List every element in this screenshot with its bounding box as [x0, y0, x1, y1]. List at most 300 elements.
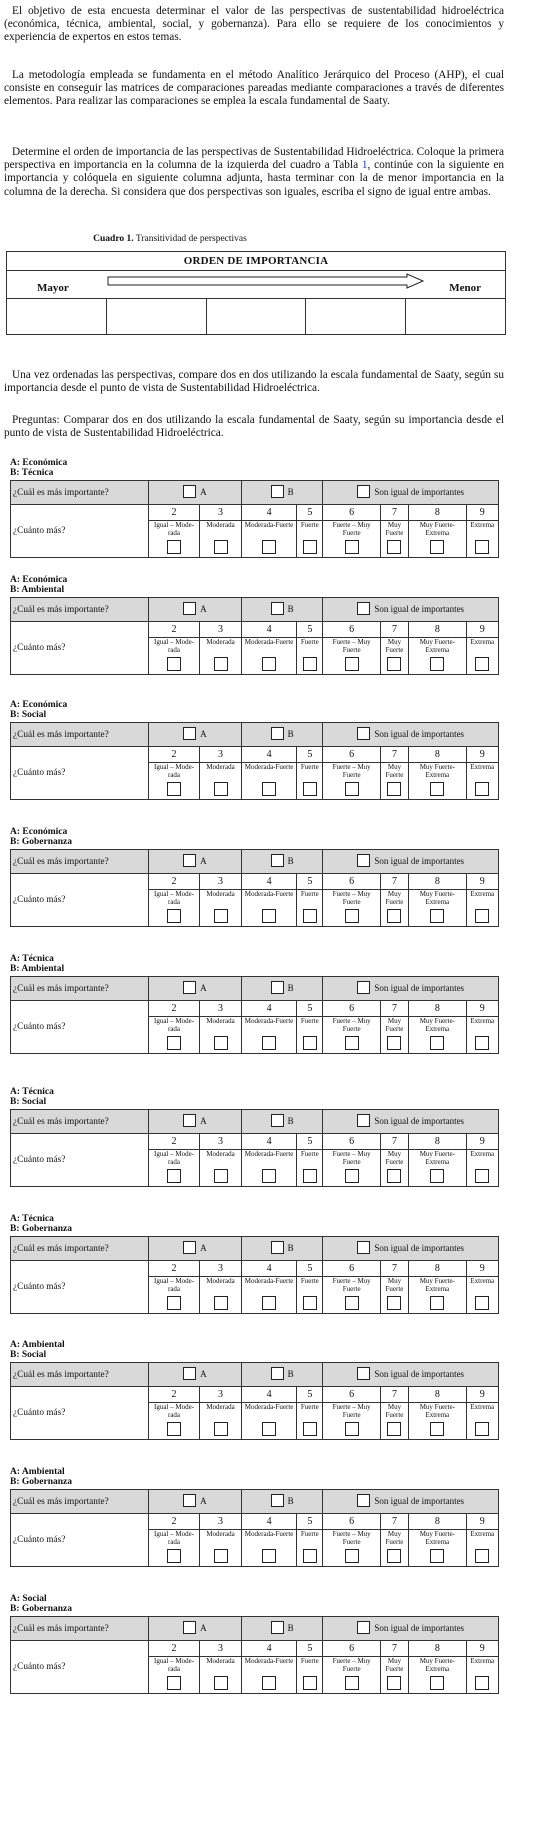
option-b[interactable] — [241, 977, 323, 1001]
scale-label: Fuerte – Muy Fuerte — [332, 521, 371, 537]
pair-a-label: A: Técnica — [10, 1087, 54, 1097]
option-equal-checkbox[interactable] — [357, 602, 370, 615]
scale-checkbox[interactable] — [430, 1549, 444, 1563]
scale-number: 3 — [200, 505, 241, 521]
scale-checkbox[interactable] — [303, 540, 317, 554]
scale-cell — [466, 1641, 498, 1694]
scale-label: Moderada — [206, 1150, 235, 1158]
scale-checkbox[interactable] — [345, 1036, 359, 1050]
scale-checkbox[interactable] — [345, 657, 359, 671]
option-a[interactable] — [148, 1363, 241, 1387]
option-a-checkbox[interactable] — [183, 602, 196, 615]
comparison-table — [10, 976, 499, 1054]
scale-number: 4 — [242, 1134, 296, 1150]
scale-cell — [466, 1514, 498, 1567]
intro-paragraph-2: La metodología empleada se fundamenta en el método Analítico Jerárquico del Proceso (AHP), el cual consiste en conseguir las matrices de comparaciones pareadas mediante comparaciones a través de diferentes elementos. Para realizar las comparaciones se emplea la escala fundamental de Saaty. — [4, 69, 504, 108]
scale-number: 9 — [467, 1641, 498, 1657]
scale-label: Muy Fuerte — [385, 638, 404, 654]
scale-cell — [409, 1387, 466, 1440]
scale-checkbox[interactable] — [345, 782, 359, 796]
scale-cell — [409, 1134, 466, 1187]
scale-label: Fuerte – Muy Fuerte — [332, 1277, 371, 1293]
option-a[interactable] — [148, 977, 241, 1001]
option-a-checkbox[interactable] — [183, 485, 196, 498]
scale-cell — [297, 874, 323, 927]
option-a[interactable] — [148, 723, 241, 747]
scale-checkbox[interactable] — [303, 1296, 317, 1310]
option-b-label: B — [287, 1115, 294, 1126]
scale-checkbox[interactable] — [214, 1422, 228, 1436]
option-equal[interactable] — [323, 850, 499, 874]
comparison-block — [10, 575, 499, 675]
scale-checkbox[interactable] — [387, 1676, 401, 1690]
scale-cell — [297, 1514, 323, 1567]
scale-checkbox[interactable] — [475, 1036, 489, 1050]
scale-cell — [241, 1261, 296, 1314]
scale-number: 7 — [381, 622, 408, 638]
which-question: ¿Cuál es más importante? — [11, 1363, 149, 1387]
order-cell-1[interactable] — [7, 298, 107, 334]
pair-b-label: B: Social — [10, 710, 47, 720]
scale-checkbox[interactable] — [262, 1169, 276, 1183]
scale-label: Extrema — [470, 1530, 495, 1538]
order-input-row — [7, 298, 505, 334]
option-b-checkbox[interactable] — [271, 727, 284, 740]
scale-number: 7 — [381, 874, 408, 890]
scale-cell — [323, 747, 380, 800]
option-b-checkbox[interactable] — [271, 1494, 284, 1507]
comparison-block — [10, 954, 499, 1054]
which-question: ¿Cuál es más importante? — [11, 481, 149, 505]
option-equal-label: Son igual de importantes — [374, 1242, 465, 1253]
option-equal-checkbox[interactable] — [357, 1367, 370, 1380]
scale-cell — [409, 622, 466, 675]
scale-label: Igual – Mode-rada — [153, 638, 195, 654]
scale-checkbox[interactable] — [430, 1676, 444, 1690]
scale-cell — [148, 747, 199, 800]
comparison-table — [10, 1616, 499, 1694]
scale-cell — [200, 1641, 242, 1694]
scale-number: 9 — [467, 1001, 498, 1017]
scale-cell — [409, 1261, 466, 1314]
scale-label: Muy Fuerte-Extrema — [419, 521, 455, 537]
scale-label: Muy Fuerte — [385, 1277, 404, 1293]
scale-checkbox[interactable] — [345, 540, 359, 554]
scale-checkbox[interactable] — [475, 782, 489, 796]
option-b[interactable] — [241, 1363, 323, 1387]
scale-checkbox[interactable] — [214, 1296, 228, 1310]
option-equal[interactable] — [323, 1363, 499, 1387]
scale-checkbox[interactable] — [345, 1169, 359, 1183]
option-a-checkbox[interactable] — [183, 981, 196, 994]
scale-checkbox[interactable] — [475, 657, 489, 671]
scale-checkbox[interactable] — [167, 657, 181, 671]
scale-label: Muy Fuerte — [385, 1017, 404, 1033]
comparison-table — [10, 1362, 499, 1440]
scale-checkbox[interactable] — [475, 540, 489, 554]
option-equal-checkbox[interactable] — [357, 1241, 370, 1254]
scale-checkbox[interactable] — [214, 1549, 228, 1563]
option-b[interactable] — [241, 1237, 323, 1261]
scale-checkbox[interactable] — [387, 540, 401, 554]
scale-cell — [148, 874, 199, 927]
scale-checkbox[interactable] — [303, 1676, 317, 1690]
scale-checkbox[interactable] — [214, 1676, 228, 1690]
scale-checkbox[interactable] — [387, 657, 401, 671]
scale-label: Fuerte — [300, 521, 319, 529]
scale-label: Fuerte – Muy Fuerte — [332, 1403, 371, 1419]
scale-checkbox[interactable] — [475, 1549, 489, 1563]
scale-number: 5 — [297, 1641, 322, 1657]
scale-checkbox[interactable] — [475, 1296, 489, 1310]
scale-checkbox[interactable] — [214, 1036, 228, 1050]
scale-number: 6 — [323, 622, 379, 638]
scale-checkbox[interactable] — [303, 657, 317, 671]
scale-number: 7 — [381, 1641, 408, 1657]
option-a[interactable] — [148, 1237, 241, 1261]
option-b-checkbox[interactable] — [271, 485, 284, 498]
pair-b-label: B: Social — [10, 1097, 47, 1107]
scale-checkbox[interactable] — [430, 909, 444, 923]
scale-number: 5 — [297, 505, 322, 521]
comparison-table — [10, 849, 499, 927]
option-a-checkbox[interactable] — [183, 1621, 196, 1634]
scale-number: 3 — [200, 747, 241, 763]
option-b[interactable] — [241, 850, 323, 874]
scale-number: 2 — [149, 1001, 199, 1017]
scale-checkbox[interactable] — [387, 1549, 401, 1563]
scale-label: Muy Fuerte-Extrema — [419, 763, 455, 779]
option-a-label: A — [200, 486, 207, 497]
option-a-checkbox[interactable] — [183, 854, 196, 867]
order-cell-5[interactable] — [406, 298, 505, 334]
scale-label: Fuerte – Muy Fuerte — [332, 890, 371, 906]
scale-checkbox[interactable] — [167, 1549, 181, 1563]
option-equal-checkbox[interactable] — [357, 981, 370, 994]
table-reference-link[interactable]: 1 — [361, 159, 368, 172]
option-a[interactable] — [148, 598, 241, 622]
option-equal-checkbox[interactable] — [357, 1621, 370, 1634]
option-b-checkbox[interactable] — [271, 1114, 284, 1127]
option-equal-checkbox[interactable] — [357, 854, 370, 867]
pair-a-label: A: Técnica — [10, 1214, 54, 1224]
option-a-checkbox[interactable] — [183, 1367, 196, 1380]
scale-number: 9 — [467, 747, 498, 763]
scale-cell — [148, 1514, 199, 1567]
scale-checkbox[interactable] — [345, 1296, 359, 1310]
scale-checkbox[interactable] — [475, 909, 489, 923]
order-cell-3[interactable] — [207, 298, 307, 334]
option-a-checkbox[interactable] — [183, 727, 196, 740]
scale-label: Muy Fuerte-Extrema — [419, 1657, 455, 1673]
scale-checkbox[interactable] — [167, 909, 181, 923]
pair-a-label: A: Social — [10, 1594, 47, 1604]
scale-number: 3 — [200, 1641, 241, 1657]
scale-checkbox[interactable] — [475, 1169, 489, 1183]
scale-number: 6 — [323, 1001, 379, 1017]
pair-b-label: B: Ambiental — [10, 585, 65, 595]
option-a[interactable] — [148, 1490, 241, 1514]
scale-checkbox[interactable] — [430, 1036, 444, 1050]
scale-number: 2 — [149, 1641, 199, 1657]
option-b-label: B — [287, 486, 294, 497]
option-a-checkbox[interactable] — [183, 1241, 196, 1254]
scale-number: 6 — [323, 1134, 379, 1150]
how-much-question: ¿Cuánto más? — [11, 622, 149, 675]
scale-checkbox[interactable] — [345, 909, 359, 923]
how-much-question: ¿Cuánto más? — [11, 1001, 149, 1054]
option-b[interactable] — [241, 481, 323, 505]
scale-checkbox[interactable] — [430, 1169, 444, 1183]
scale-number: 4 — [242, 747, 296, 763]
scale-cell — [466, 1001, 498, 1054]
option-equal-checkbox[interactable] — [357, 485, 370, 498]
caption-text: Transitividad de perspectivas — [135, 234, 247, 244]
scale-label: Fuerte – Muy Fuerte — [332, 638, 371, 654]
scale-checkbox[interactable] — [214, 1169, 228, 1183]
scale-cell — [380, 1134, 408, 1187]
scale-checkbox[interactable] — [430, 1422, 444, 1436]
scale-cell — [241, 1134, 296, 1187]
scale-number: 7 — [381, 1514, 408, 1530]
scale-number: 5 — [297, 622, 322, 638]
option-equal[interactable] — [323, 1617, 499, 1641]
scale-cell — [409, 747, 466, 800]
pair-b-label: B: Gobernanza — [10, 837, 73, 847]
scale-number: 3 — [200, 1134, 241, 1150]
scale-number: 9 — [467, 1261, 498, 1277]
scale-label: Extrema — [470, 1017, 495, 1025]
scale-number: 9 — [467, 505, 498, 521]
scale-cell — [148, 1641, 199, 1694]
scale-label: Fuerte — [300, 1657, 319, 1665]
scale-number: 5 — [297, 747, 322, 763]
scale-checkbox[interactable] — [214, 909, 228, 923]
scale-number: 2 — [149, 505, 199, 521]
scale-cell — [323, 874, 380, 927]
scale-checkbox[interactable] — [262, 540, 276, 554]
option-a[interactable] — [148, 850, 241, 874]
option-b[interactable] — [241, 1110, 323, 1134]
scale-label: Fuerte — [300, 1017, 319, 1025]
scale-checkbox[interactable] — [345, 1549, 359, 1563]
questions-instructions: Preguntas: Comparar dos en dos utilizando la escala fundamental de Saaty, según su importancia desde el punto de vista de Sustentabilidad Hidroeléctrica. — [4, 414, 504, 440]
scale-number: 3 — [200, 622, 241, 638]
option-equal[interactable] — [323, 723, 499, 747]
scale-checkbox[interactable] — [167, 1296, 181, 1310]
scale-number: 7 — [381, 1134, 408, 1150]
option-equal-checkbox[interactable] — [357, 727, 370, 740]
scale-label: Muy Fuerte-Extrema — [419, 1277, 455, 1293]
scale-checkbox[interactable] — [387, 782, 401, 796]
scale-checkbox[interactable] — [387, 1422, 401, 1436]
scale-cell — [409, 505, 466, 558]
how-much-question: ¿Cuánto más? — [11, 1514, 149, 1567]
scale-checkbox[interactable] — [475, 1676, 489, 1690]
how-much-question: ¿Cuánto más? — [11, 1261, 149, 1314]
scale-cell — [323, 1261, 380, 1314]
scale-cell — [380, 622, 408, 675]
scale-checkbox[interactable] — [262, 1676, 276, 1690]
scale-checkbox[interactable] — [167, 1169, 181, 1183]
option-equal-label: Son igual de importantes — [374, 982, 465, 993]
scale-checkbox[interactable] — [430, 1296, 444, 1310]
option-a-label: A — [200, 1368, 207, 1379]
scale-checkbox[interactable] — [262, 909, 276, 923]
option-b[interactable] — [241, 598, 323, 622]
which-question: ¿Cuál es más importante? — [11, 1237, 149, 1261]
scale-checkbox[interactable] — [167, 1036, 181, 1050]
option-equal-label: Son igual de importantes — [374, 1622, 465, 1633]
scale-checkbox[interactable] — [262, 782, 276, 796]
order-cell-2[interactable] — [107, 298, 207, 334]
scale-checkbox[interactable] — [387, 1036, 401, 1050]
scale-checkbox[interactable] — [430, 782, 444, 796]
order-of-importance-table — [6, 251, 506, 335]
scale-cell — [148, 505, 199, 558]
scale-checkbox[interactable] — [303, 1036, 317, 1050]
option-b-checkbox[interactable] — [271, 1367, 284, 1380]
scale-cell — [200, 1261, 242, 1314]
scale-checkbox[interactable] — [303, 1422, 317, 1436]
option-a-checkbox[interactable] — [183, 1494, 196, 1507]
scale-checkbox[interactable] — [387, 1296, 401, 1310]
pair-a-label: A: Económica — [10, 458, 68, 468]
option-b[interactable] — [241, 723, 323, 747]
scale-number: 6 — [323, 1261, 379, 1277]
scale-number: 2 — [149, 1387, 199, 1403]
scale-number: 9 — [467, 1514, 498, 1530]
scale-cell — [200, 1514, 242, 1567]
option-a[interactable] — [148, 1617, 241, 1641]
scale-checkbox[interactable] — [167, 1676, 181, 1690]
option-b-checkbox[interactable] — [271, 602, 284, 615]
scale-checkbox[interactable] — [262, 1549, 276, 1563]
scale-checkbox[interactable] — [167, 1422, 181, 1436]
scale-checkbox[interactable] — [387, 909, 401, 923]
scale-checkbox[interactable] — [262, 1422, 276, 1436]
option-equal-checkbox[interactable] — [357, 1114, 370, 1127]
scale-label: Moderada — [206, 638, 235, 646]
option-b-checkbox[interactable] — [271, 981, 284, 994]
option-equal[interactable] — [323, 1110, 499, 1134]
scale-label: Extrema — [470, 1403, 495, 1411]
option-b[interactable] — [241, 1617, 323, 1641]
order-cell-4[interactable] — [306, 298, 406, 334]
scale-checkbox[interactable] — [303, 782, 317, 796]
option-equal[interactable] — [323, 598, 499, 622]
scale-number: 6 — [323, 1641, 379, 1657]
option-equal[interactable] — [323, 1490, 499, 1514]
scale-label: Moderada-Fuerte — [244, 638, 294, 646]
comparison-table — [10, 597, 499, 675]
option-a-label: A — [200, 1495, 207, 1506]
scale-checkbox[interactable] — [303, 1549, 317, 1563]
comparison-block — [10, 1214, 499, 1314]
scale-label: Moderada — [206, 1403, 235, 1411]
which-question: ¿Cuál es más importante? — [11, 977, 149, 1001]
pair-a-label: A: Económica — [10, 700, 68, 710]
scale-checkbox[interactable] — [475, 1422, 489, 1436]
scale-checkbox[interactable] — [387, 1169, 401, 1183]
scale-checkbox[interactable] — [345, 1422, 359, 1436]
option-a[interactable] — [148, 481, 241, 505]
scale-cell — [466, 622, 498, 675]
scale-checkbox[interactable] — [430, 540, 444, 554]
scale-cell — [466, 1134, 498, 1187]
scale-label: Muy Fuerte — [385, 521, 404, 537]
how-much-question: ¿Cuánto más? — [11, 747, 149, 800]
scale-checkbox[interactable] — [345, 1676, 359, 1690]
option-equal[interactable] — [323, 481, 499, 505]
pair-b-label: B: Gobernanza — [10, 1224, 73, 1234]
scale-number: 6 — [323, 505, 379, 521]
option-b-checkbox[interactable] — [271, 1621, 284, 1634]
scale-label: Moderada — [206, 1657, 235, 1665]
scale-cell — [380, 1261, 408, 1314]
scale-number: 8 — [409, 1514, 465, 1530]
option-equal-checkbox[interactable] — [357, 1494, 370, 1507]
option-b[interactable] — [241, 1490, 323, 1514]
how-much-question: ¿Cuánto más? — [11, 1134, 149, 1187]
how-much-question: ¿Cuánto más? — [11, 874, 149, 927]
scale-cell — [148, 622, 199, 675]
scale-label: Moderada — [206, 890, 235, 898]
scale-label: Muy Fuerte — [385, 1657, 404, 1673]
scale-checkbox[interactable] — [262, 1296, 276, 1310]
order-label-menor: Menor — [449, 282, 481, 294]
scale-checkbox[interactable] — [167, 782, 181, 796]
scale-cell — [241, 505, 296, 558]
option-equal[interactable] — [323, 977, 499, 1001]
scale-number: 4 — [242, 505, 296, 521]
scale-checkbox[interactable] — [214, 540, 228, 554]
comparison-table — [10, 1489, 499, 1567]
scale-cell — [380, 1001, 408, 1054]
scale-cell — [380, 747, 408, 800]
intro-paragraph-3-text-a: Determine el orden de importancia de las perspectivas de Sustentabilidad Hidroeléctrica. Coloque la primera perspectiva en importancia en la columna de la izquierda del cuadro a Tabla — [4, 146, 504, 172]
scale-checkbox[interactable] — [214, 782, 228, 796]
scale-number: 4 — [242, 1387, 296, 1403]
scale-number: 4 — [242, 874, 296, 890]
option-b-checkbox[interactable] — [271, 854, 284, 867]
scale-number: 2 — [149, 874, 199, 890]
scale-label: Moderada-Fuerte — [244, 521, 294, 529]
scale-checkbox[interactable] — [303, 1169, 317, 1183]
scale-checkbox[interactable] — [214, 657, 228, 671]
scale-checkbox[interactable] — [262, 657, 276, 671]
scale-cell — [466, 874, 498, 927]
option-equal-label: Son igual de importantes — [374, 1368, 465, 1379]
pair-a-label: A: Ambiental — [10, 1467, 65, 1477]
scale-number: 5 — [297, 874, 322, 890]
comparison-table — [10, 722, 499, 800]
option-a[interactable] — [148, 1110, 241, 1134]
option-a-checkbox[interactable] — [183, 1114, 196, 1127]
option-equal-label: Son igual de importantes — [374, 1495, 465, 1506]
option-equal[interactable] — [323, 1237, 499, 1261]
scale-checkbox[interactable] — [167, 540, 181, 554]
scale-checkbox[interactable] — [262, 1036, 276, 1050]
scale-checkbox[interactable] — [303, 909, 317, 923]
scale-number: 4 — [242, 622, 296, 638]
scale-checkbox[interactable] — [430, 657, 444, 671]
scale-number: 8 — [409, 1001, 465, 1017]
option-b-checkbox[interactable] — [271, 1241, 284, 1254]
how-much-question: ¿Cuánto más? — [11, 1387, 149, 1440]
scale-cell — [323, 505, 380, 558]
option-a-label: A — [200, 728, 207, 739]
